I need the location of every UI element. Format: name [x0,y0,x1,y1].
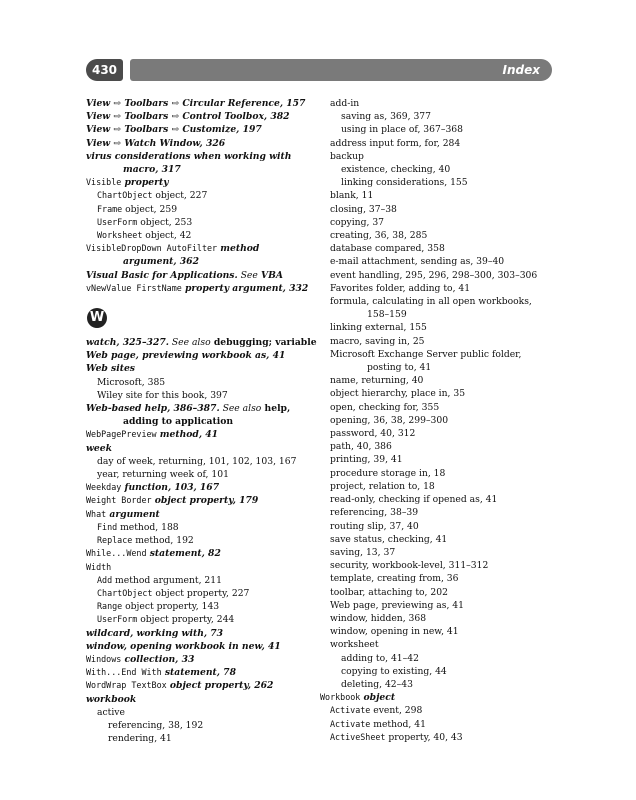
index-entry-text: Wiley site for this book, 397 [97,389,228,401]
section-bar [130,59,552,81]
index-entry-text: ActiveSheet [330,731,386,742]
index-entry [108,732,316,745]
index-entry-text: object, 227 [152,190,208,202]
index-entry-text: object property, 143 [122,601,220,613]
index-entry-text: adding to, 41–42 [341,652,419,664]
index-entry-text: wildcard, working with, 73 [86,627,224,639]
index-entry-text: object [360,692,396,704]
index-entry-text: Width [86,561,112,572]
index-entry-text: window, hidden, 368 [330,612,427,624]
index-entry-text: View [86,137,111,149]
section-title: Index [502,63,540,77]
index-entry-text: add-in [330,98,360,109]
index-entry [86,494,316,507]
index-entry-text: With...End With [86,667,162,678]
index-entry-text: View [86,124,111,136]
index-entry-text: Customize, 197 [182,124,262,136]
section-letter-w: W [87,308,107,328]
index-entry-text: printing, 39, 41 [330,454,403,466]
index-entry-text: WebPagePreview [86,429,157,440]
index-entry [86,97,316,110]
index-entry-text: Range [97,601,123,612]
index-entry [86,282,316,295]
index-entry-text: Favorites folder, adding to, 41 [330,282,471,294]
index-entry-text: year, returning week of, 101 [97,469,229,481]
index-entry [97,189,316,202]
index-entry [330,387,552,400]
index-entry [86,123,316,136]
index-entry-text: debugging; variable [210,337,317,349]
index-entry-text: open, checking for, 355 [330,401,440,413]
index-entry [330,586,552,599]
index-entry-text: Toolbars [124,111,169,123]
index-entry-text: See [240,269,258,281]
index-entry [86,349,316,362]
index-entry [330,242,552,255]
index-entry [86,508,316,521]
index-entry [330,520,552,533]
index-entry-text: WordWrap TextBox [86,680,167,691]
index-entry-text: window, opening in new, 41 [330,626,459,638]
index-entry-text: VisibleDropDown AutoFilter [86,243,218,254]
index-entry [330,414,552,427]
index-entry-text: help, adding to application [123,403,291,428]
index-entry [341,665,552,678]
index-entry-text: blank, 11 [330,190,374,202]
index-entry-text: statement, 78 [161,667,236,679]
index-entry [330,203,552,216]
index-entry [330,638,552,651]
index-entry [86,176,316,189]
index-entry-text: object, 253 [137,216,193,228]
index-entry [86,481,316,494]
index-entry-text: vNewValue FirstName [86,282,182,293]
index-entry [86,110,316,123]
index-entry-text: toolbar, attaching to, 202 [330,586,448,598]
index-entry [86,428,316,441]
index-entry-text: Add [97,574,113,585]
index-entry-text: method, 41 [370,718,426,730]
index-entry [330,401,552,414]
index-entry-text: View [86,98,111,109]
index-entry-text: ChartObject [97,587,153,598]
index-entry [330,189,552,202]
index-entry [330,335,552,348]
index-entry-text: UserForm [97,216,138,227]
index-entry-text: Visual Basic for Applications. [86,269,238,281]
index-entry [330,440,552,453]
index-entry-text: object property, 179 [151,495,259,507]
index-entry-text: closing, 37–38 [330,203,397,215]
page-header [86,59,552,81]
index-entry-text: database compared, 358 [330,243,445,255]
index-entry-text: security, workbook-level, 311–312 [330,560,489,572]
index-entry-text: ⇨ [110,111,125,123]
index-entry-text: using in place of, 367–368 [341,124,463,136]
index-entry [86,336,316,349]
index-column-left [86,97,316,745]
index-entry [330,453,552,466]
index-entry-text: method argument, 211 [112,574,222,586]
index-entry-text: object property, 262 [166,680,274,692]
index-entry [330,572,552,585]
index-entry [86,627,316,640]
index-entry [97,455,316,468]
index-entry-text: VBA [257,269,283,281]
index-entry [330,229,552,242]
index-entry-text: Visible [86,177,122,188]
index-entry-text: routing slip, 37, 40 [330,520,419,532]
index-entry [330,282,552,295]
index-entry [86,561,316,574]
index-entry [86,547,316,560]
index-entry [330,731,552,744]
index-entry [330,427,552,440]
index-entry-text: Microsoft Exchange Server public folder, posting to, 41 [330,348,522,374]
index-entry-text: object property, 244 [137,614,235,626]
index-entry-text: Windows [86,653,122,664]
index-entry-text: event, 298 [370,705,423,717]
index-entry-text: linking external, 155 [330,322,427,334]
index-entry [341,678,552,691]
index-entry-text: e-mail attachment, sending as, 39–40 [330,256,505,268]
index-entry-text: Toolbars [124,124,169,136]
index-entry [330,612,552,625]
index-entry-text: referencing, 38, 192 [108,719,204,731]
index-entry-text: See also [171,337,211,349]
index-entry [97,468,316,481]
index-entry-text: copying, 37 [330,216,385,228]
index-entry [330,348,552,374]
index-entry [86,150,316,176]
index-entry [330,255,552,268]
index-entry-text: statement, 82 [146,548,221,560]
index-entry [86,402,316,428]
index-entry [330,480,552,493]
index-entry [97,521,316,534]
index-entry [330,718,552,731]
index-entry-text: saving as, 369, 377 [341,111,431,123]
index-entry-text: existence, checking, 40 [341,164,451,176]
index-entry [320,691,552,704]
index-entry-text: argument [106,508,160,520]
index-entry-text: function, 103, 167 [121,482,220,494]
index-entry [97,600,316,613]
index-entry-text: View [86,111,111,123]
index-entry-text: Microsoft, 385 [97,376,166,388]
index-entry-text: Weekday [86,482,122,493]
index-entry-text: virus considerations when working with macro, 317 [86,150,292,176]
index-entry [97,574,316,587]
index-entry [86,693,316,706]
index-entry-text: method argument, 362 [123,243,260,268]
index-entry [86,666,316,679]
index-entry-text: save status, checking, 41 [330,533,448,545]
index-entry-text: Workbook [320,692,361,703]
index-entry-text: method, 192 [132,535,194,547]
index-entry-text: ⇨ [110,98,125,109]
index-entry-text: property argument, 332 [181,282,309,294]
index-entry-text: day of week, returning, 101, 102, 103, 167 [97,455,297,467]
index-entry [97,587,316,600]
index-entry [330,137,552,150]
index-entry-text: Web page, previewing workbook as, 41 [86,350,286,362]
index-entry-text: Find [97,521,118,532]
index-entry-text: worksheet [330,639,379,651]
index-entry [330,321,552,334]
index-entry-text: saving, 13, 37 [330,546,396,558]
index-entry [330,467,552,480]
index-entry-text: Control Toolbox, 382 [182,111,290,123]
index-entry [330,704,552,717]
index-entry [341,163,552,176]
index-entry-text: name, returning, 40 [330,375,424,387]
index-entry-text: copying to existing, 44 [341,665,447,677]
index-entry-text: object, 259 [122,203,178,215]
index-entry-text: creating, 36, 38, 285 [330,230,428,242]
index-entry [97,613,316,626]
page-number: 430 [86,59,123,81]
index-entry [341,123,552,136]
index-entry-text: method, 41 [156,429,219,441]
index-entry [330,559,552,572]
index-entry [97,706,316,719]
index-entry-text: week [86,442,112,454]
index-entry [86,653,316,666]
index-entry-text: object, 42 [142,230,192,242]
index-entry-text: referencing, 38–39 [330,507,419,519]
index-entry-text: Web-based help, 386–387. [86,403,220,415]
index-entry-text: linking considerations, 155 [341,177,468,189]
index-entry-text: Activate [330,705,371,716]
index-entry-text: watch, 325–327. [86,337,169,349]
index-entry [86,442,316,455]
index-entry [341,176,552,189]
index-entry [97,203,316,216]
index-entry [86,137,316,150]
index-entry [97,534,316,547]
index-entry [330,493,552,506]
index-entry-text: workbook [86,693,137,705]
index-entry-text: object hierarchy, place in, 35 [330,388,466,400]
index-entry-text: Activate [330,718,371,729]
index-entry-text: event handling, 295, 296, 298–300, 303–306 [330,269,538,281]
index-entry-text: Weight Border [86,495,152,506]
index-entry [330,150,552,163]
index-entry [341,652,552,665]
index-entry-text: ⇨ [168,98,183,109]
index-entry [330,625,552,638]
index-entry-text: project, relation to, 18 [330,480,435,492]
index-entry-text: Worksheet [97,230,143,241]
index-entry [97,376,316,389]
index-entry [97,389,316,402]
index-entry-text: macro, saving in, 25 [330,335,425,347]
index-entry-text: read-only, checking if opened as, 41 [330,494,498,506]
index-entry [86,362,316,375]
index-entry-text: Watch Window, 326 [124,137,226,149]
index-entry-text: Replace [97,535,133,546]
index-entry-text: password, 40, 312 [330,428,416,440]
index-entry-text: Toolbars [124,98,169,109]
index-entry [330,506,552,519]
index-entry [330,97,552,110]
index-entry [330,533,552,546]
index-entry-text: formula, calculating in all open workbooks, 158–159 [330,296,532,321]
index-entry [330,269,552,282]
index-entry-text: ⇨ [110,137,125,149]
index-entry-text: procedure storage in, 18 [330,467,446,479]
index-entry-text: ⇨ [110,124,125,136]
index-entry-text: property, 40, 43 [385,731,463,743]
index-entry-text: What [86,508,107,519]
index-entry-text: UserForm [97,614,138,625]
index-entry [86,640,316,653]
index-entry [86,679,316,692]
index-entry [341,110,552,123]
index-entry-text: ChartObject [97,190,153,201]
index-entry-text: rendering, 41 [108,733,172,745]
index-entry [330,599,552,612]
index-entry-text: Circular Reference, 157 [182,98,306,109]
index-column-right [320,97,552,744]
index-entry [330,546,552,559]
index-entry-text: property [121,177,169,189]
index-entry-text: opening, 36, 38, 299–300 [330,414,449,426]
index-entry-text: Frame [97,203,123,214]
index-entry [108,719,316,732]
index-entry [97,216,316,229]
index-entry-text: address input form, for, 284 [330,137,461,149]
index-entry-text: ⇨ [168,124,183,136]
index-entry-text: See also [222,403,262,415]
index-entry-text: method, 188 [117,521,179,533]
index-entry [330,216,552,229]
index-entry-text: window, opening workbook in new, 41 [86,640,281,652]
index-entry [86,269,316,282]
index-entry-text: collection, 33 [121,653,195,665]
index-entry [330,374,552,387]
index-entry-text: template, creating from, 36 [330,573,459,585]
index-entry-text: object property, 227 [152,587,250,599]
index-entry-text: While...Wend [86,548,147,559]
index-entry-text: active [97,706,125,718]
index-entry-text: Web page, previewing as, 41 [330,599,464,611]
index-entry-text: backup [330,150,364,162]
index-entry-text: deleting, 42–43 [341,678,413,690]
index-entry [86,242,316,268]
index-entry-text: ⇨ [168,111,183,123]
index-entry-text: Web sites [86,363,135,375]
index-entry [330,295,552,321]
index-entry [97,229,316,242]
index-entry-text: path, 40, 386 [330,441,392,453]
